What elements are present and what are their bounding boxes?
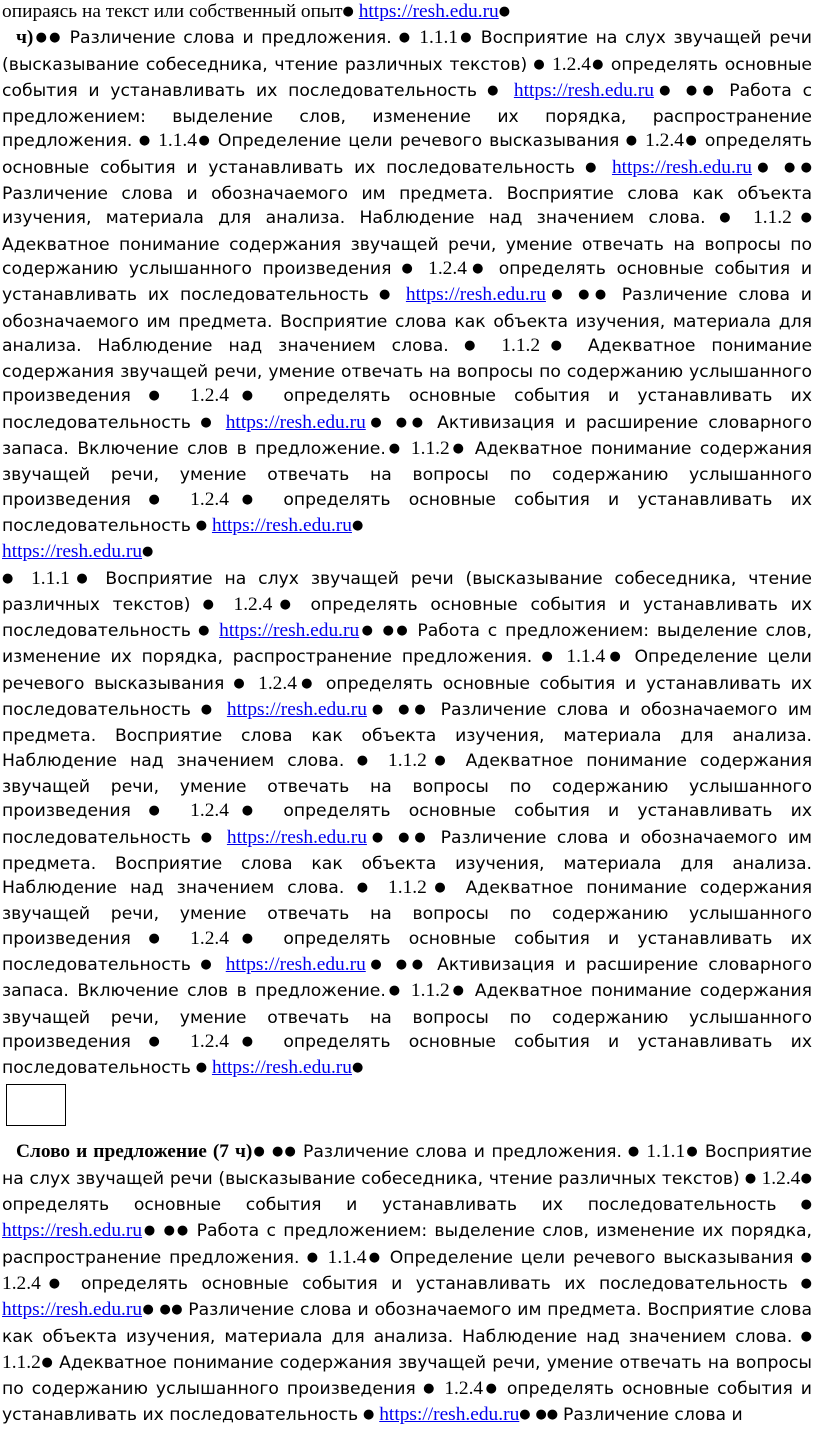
- bullet-icon: ●: [296, 675, 317, 691]
- topic-text: Адекватное понимание содержания звучащей речи, умение отвечать на вопросы по содержанию услышанного произведения: [2, 234, 812, 279]
- bullet-icon: ●: [200, 702, 218, 718]
- paragraph-3: [2, 567, 812, 1083]
- code-label: 1.2.4: [258, 672, 297, 694]
- resh-link[interactable]: https://resh.edu.ru: [2, 1220, 143, 1242]
- bullet-icon: ●: [449, 441, 467, 457]
- bullet-icon: ●: [148, 803, 173, 819]
- code-label: 1.1.2: [410, 980, 450, 1002]
- bullet-icon: ●: [359, 623, 376, 639]
- bullet-icon: ●: [751, 159, 774, 175]
- bullet-icon: ●: [142, 544, 154, 560]
- bullet-icon: ●: [195, 1060, 208, 1076]
- topic-text: определять основные события и устанавливать их последовательность: [2, 1379, 812, 1426]
- topic-text: определять основные события и устанавливать их последовательность: [2, 801, 812, 848]
- bullet-icon: ●: [585, 159, 602, 175]
- bullet-icon: ●: [306, 1249, 321, 1265]
- topic-text: определять основные события и устанавливать их последовательность: [2, 54, 813, 101]
- resh-link[interactable]: https://resh.edu.ru: [2, 1299, 143, 1321]
- resh-link[interactable]: https://resh.edu.ru: [611, 156, 752, 178]
- bullet-icon: ●: [356, 752, 376, 768]
- bullet-icon: ●: [627, 1144, 641, 1160]
- bullet-icon: ●: [385, 441, 404, 457]
- code-label: 1.1.2: [388, 877, 427, 899]
- bullet-icon: ●: [385, 983, 404, 999]
- bullet-icon: ●: [426, 880, 454, 896]
- topic-text: определять основные события и устанавливать их последовательность: [2, 489, 812, 536]
- topic-text: Различение слова и предложения.: [69, 28, 392, 49]
- topic-text: Восприятие на слух звучащей речи (высказывание собеседника, чтение различных текстов): [2, 1142, 812, 1189]
- topic-text: Различение слова и обозначаемого им предмета. Восприятие слова как объекта изучения, материала для анализа. Наблюдение над значением слова.: [2, 285, 812, 356]
- bullet-icon: ●: [2, 570, 20, 586]
- topic-text: определять основные события и устанавливать их последовательность: [2, 1195, 777, 1216]
- topic-text: определять основные события и устанавливать их последовательность: [80, 1273, 788, 1294]
- topic-text: Различение слова и обозначаемого им предмета. Восприятие слова как объекта изучения, материала для анализа. Наблюдение над значением слова.: [2, 184, 812, 229]
- bullet-icon: ●: [366, 702, 389, 718]
- bullet-icon: ●: [228, 491, 266, 507]
- topic-text: Адекватное понимание содержания звучащей речи, умение отвечать на вопросы по содержанию услышанного произведения: [2, 439, 813, 510]
- resh-link[interactable]: https://resh.edu.ru: [226, 699, 367, 721]
- topic-text: Различение слова и обозначаемого им предмета. Восприятие слова как объекта изучения, материала для анализа. Наблюдение над значением слова.: [2, 700, 813, 771]
- bullet-icon: ●: [365, 956, 387, 972]
- topic-text: определять основные события и устанавливать их последовательность: [2, 673, 813, 721]
- bullet-icon: ●: [625, 133, 639, 149]
- code-label: 1.1.2: [388, 749, 427, 771]
- text-segment: опираясь на текст или собственный опыт: [2, 1, 343, 22]
- code-label: 1.2.4: [190, 488, 229, 510]
- bullet-icon: ●: [142, 1302, 155, 1318]
- bullet-icon: ●: [351, 517, 364, 533]
- code-label: 1.1.4: [566, 646, 606, 668]
- double-bullet-icon: ●●: [395, 956, 428, 972]
- topic-text: Восприятие на слух звучащей речи (высказывание собеседника, чтение различных текстов): [2, 28, 812, 75]
- bullet-icon: ●: [800, 1197, 812, 1213]
- double-bullet-icon: ●●: [272, 1144, 298, 1160]
- code-label: 1.1.2: [2, 1351, 41, 1373]
- bullet-icon: ●: [148, 1033, 173, 1049]
- bullet-icon: ●: [719, 210, 740, 226]
- bullet-icon: ●: [195, 517, 208, 533]
- resh-link[interactable]: https://resh.edu.ru: [219, 620, 360, 642]
- bullet-icon: ●: [458, 30, 474, 46]
- code-label: 1.1.2: [753, 207, 792, 229]
- topic-text: Адекватное понимание содержания звучащей речи, умение отвечать на вопросы по содержанию услышанного произведения: [2, 1352, 812, 1400]
- topic-text: Определение цели речевого высказывания: [389, 1247, 794, 1268]
- topic-text: Определение цели речевого высказывания: [2, 647, 812, 694]
- topic-text: Адекватное понимание содержания звучащей речи, умение отвечать на вопросы по содержанию услышанного произведения: [2, 750, 813, 822]
- double-bullet-icon: ●●: [382, 623, 411, 639]
- empty-table-cell: [6, 1084, 66, 1126]
- hours-label: ч): [16, 27, 34, 49]
- double-bullet-icon: ●●: [398, 702, 431, 718]
- topic-text: Активизация и расширение словарного запаса. Включение слов в предложение.: [2, 412, 813, 460]
- code-label: 1.2.4: [190, 385, 229, 407]
- topic-text: Адекватное понимание содержания звучащей речи, умение отвечать на вопросы по содержанию услышанного произведения: [2, 981, 813, 1052]
- code-label: 1.2.4: [761, 1167, 801, 1189]
- resh-link[interactable]: https://resh.edu.ru: [211, 1057, 352, 1079]
- code-label: 1.2.4: [444, 1378, 484, 1400]
- topic-text: Работа с предложением: выделение слов, изменение их порядка, распространение предложения.: [2, 621, 813, 668]
- bullet-icon: ●: [401, 260, 419, 276]
- topic-text: Определение цели речевого высказывания: [217, 131, 620, 152]
- code-label: 1.1.4: [327, 1246, 367, 1268]
- bullet-icon: ●: [683, 133, 699, 149]
- double-bullet-icon: ●●: [578, 287, 612, 303]
- bullet-icon: ●: [398, 30, 413, 46]
- topic-text: Работа с предложением: выделение слов, изменение их порядка, распространение предложения.: [2, 1221, 812, 1268]
- resh-link[interactable]: https://resh.edu.ru: [226, 826, 367, 848]
- bullet-icon: ●: [148, 388, 173, 404]
- code-label: 1.2.4: [552, 53, 591, 75]
- topic-text: Работа с предложением: выделение слов, изменение их порядка, распространение предложения.: [2, 80, 813, 152]
- code-label: 1.1.2: [501, 334, 541, 356]
- bullet-icon: ●: [685, 1144, 699, 1160]
- double-bullet-icon: ●●: [535, 1407, 559, 1423]
- code-label: 1.2.4: [190, 927, 229, 949]
- bullet-icon: ●: [228, 930, 266, 946]
- topic-text: Различение слова и предложения.: [303, 1142, 622, 1163]
- code-label: 1.1.4: [158, 130, 197, 152]
- bullet-icon: ●: [363, 1407, 375, 1423]
- code-label: 1.2.4: [190, 800, 229, 822]
- bullet-icon: ●: [449, 983, 467, 999]
- bullet-icon: ●: [744, 1170, 757, 1186]
- bullet-icon: ●: [423, 1381, 437, 1397]
- bullet-icon: ●: [487, 82, 504, 98]
- section-heading: Слово и предложение (7 ч): [16, 1141, 253, 1163]
- bullet-icon: ●: [379, 287, 396, 303]
- code-label: 1.2.4: [428, 257, 467, 279]
- double-bullet-icon: ●●: [398, 829, 431, 845]
- bullet-icon: ●: [366, 829, 389, 845]
- double-bullet-icon: ●●: [159, 1302, 183, 1318]
- topic-text: определять основные события и устанавливать их последовательность: [2, 131, 813, 178]
- bullet-icon: ●: [69, 570, 95, 586]
- topic-text: Различение слова и: [563, 1405, 743, 1426]
- bullet-icon: ●: [272, 596, 299, 612]
- topic-text: Адекватное понимание содержания звучащей речи, умение отвечать на вопросы по содержанию услышанного произведения: [2, 335, 813, 407]
- bullet-icon: ●: [351, 1060, 364, 1076]
- resh-link[interactable]: https://resh.edu.ru: [405, 284, 546, 306]
- resh-link[interactable]: https://resh.edu.ru: [513, 79, 654, 101]
- topic-text: Активизация и расширение словарного запаса. Включение слов в предложение.: [2, 954, 813, 1002]
- bullet-icon: ●: [545, 287, 568, 303]
- bullet-icon: ●: [791, 210, 812, 226]
- bullet-icon: ●: [228, 1033, 266, 1049]
- code-label: 1.2.4: [233, 593, 273, 615]
- topic-text: Различение слова и обозначаемого им предмета. Восприятие слова как объекта изучения, материала для анализа. Наблюдение над значением слова.: [2, 827, 813, 899]
- code-label: 1.1.1: [646, 1141, 686, 1163]
- bullet-icon: ●: [228, 803, 266, 819]
- bullet-icon: ●: [198, 623, 212, 639]
- code-label: 1.2.4: [2, 1272, 41, 1294]
- code-label: 1.2.4: [190, 1030, 229, 1052]
- paragraph-2: [2, 540, 812, 566]
- bullet-icon: ●: [498, 4, 511, 19]
- bullet-icon: ●: [541, 649, 558, 665]
- code-label: 1.2.4: [645, 130, 684, 152]
- bullet-icon: ●: [519, 1407, 531, 1423]
- bullet-icon: ●: [200, 956, 217, 972]
- bullet-icon: ●: [142, 1223, 157, 1239]
- bullet-icon: ●: [800, 1275, 812, 1291]
- bullet-icon: ●: [653, 82, 676, 98]
- bullet-icon: ●: [228, 388, 266, 404]
- resh-link[interactable]: https://resh.edu.ru: [225, 411, 366, 433]
- topic-text: определять основные события и устанавливать их последовательность: [2, 928, 812, 975]
- bullet-icon: ●: [483, 1381, 500, 1397]
- bullet-icon: ●: [426, 752, 454, 768]
- topic-text: определять основные события и устанавливать их последовательность: [2, 386, 812, 433]
- bullet-icon: ●: [800, 1328, 812, 1344]
- bullet-icon: ●: [138, 133, 152, 149]
- bullet-icon: ●: [540, 337, 573, 353]
- double-bullet-icon: ●●: [685, 82, 720, 98]
- topic-text: определять основные события и устанавливать их последовательность: [2, 1031, 812, 1079]
- bullet-icon: ●: [464, 337, 486, 353]
- topic-text: Различение слова и обозначаемого им предмета. Восприятие слова как объекта изучения, материала для анализа. Наблюдение над значением слова.: [2, 1300, 812, 1347]
- code-label: 1.1.2: [410, 438, 450, 460]
- bullet-icon: ●: [148, 491, 173, 507]
- bullet-icon: ●: [800, 1170, 812, 1186]
- resh-link[interactable]: https://resh.edu.ru: [358, 1, 499, 22]
- bullet-icon: ●: [366, 1249, 383, 1265]
- bullet-icon: ●: [40, 1354, 54, 1370]
- resh-link[interactable]: https://resh.edu.ru: [379, 1404, 520, 1426]
- topic-text: Адекватное понимание содержания звучащей речи, умение отвечать на вопросы по содержанию услышанного произведения: [2, 878, 813, 949]
- paragraph-4: [2, 1140, 812, 1429]
- bullet-icon: ●: [200, 414, 217, 430]
- double-bullet-icon: ●●: [163, 1223, 190, 1239]
- bullet-icon: ●: [196, 133, 212, 149]
- bullet-icon: ●: [200, 829, 218, 845]
- resh-link[interactable]: https://resh.edu.ru: [211, 514, 352, 536]
- bullet-icon: ●: [233, 675, 250, 691]
- bullet-icon: ●: [148, 930, 173, 946]
- topic-text: Восприятие на слух звучащей речи (высказывание собеседника, чтение различных текстов): [2, 568, 813, 615]
- bullet-icon: ●: [590, 56, 605, 72]
- resh-link[interactable]: https://resh.edu.ru: [225, 953, 366, 975]
- double-bullet-icon: ●●: [784, 159, 813, 175]
- bullet-icon: ●: [800, 1249, 813, 1265]
- bullet-icon: ●: [605, 649, 626, 665]
- code-label: 1.1.1: [419, 27, 459, 49]
- double-bullet-icon: ●●: [395, 414, 428, 430]
- bullet-icon: ●: [356, 880, 376, 896]
- topic-text: определять основные события и устанавливать их последовательность: [2, 258, 812, 306]
- resh-link[interactable]: https://resh.edu.ru: [2, 541, 143, 563]
- bullet-icon: ●: [533, 56, 546, 72]
- bullet-icon: ●: [40, 1275, 69, 1291]
- bullet-icon: ●: [252, 1144, 267, 1160]
- paragraph-1: [2, 0, 812, 540]
- bullet-icon: ●: [466, 260, 489, 276]
- topic-text: определять основные события и устанавливать их последовательность: [2, 594, 813, 642]
- code-label: 1.1.1: [31, 567, 70, 589]
- bullet-icon: ●: [202, 596, 222, 612]
- double-bullet-icon: ●●: [33, 30, 63, 46]
- bullet-icon: ●: [365, 414, 387, 430]
- bullet-icon: ●: [342, 4, 354, 19]
